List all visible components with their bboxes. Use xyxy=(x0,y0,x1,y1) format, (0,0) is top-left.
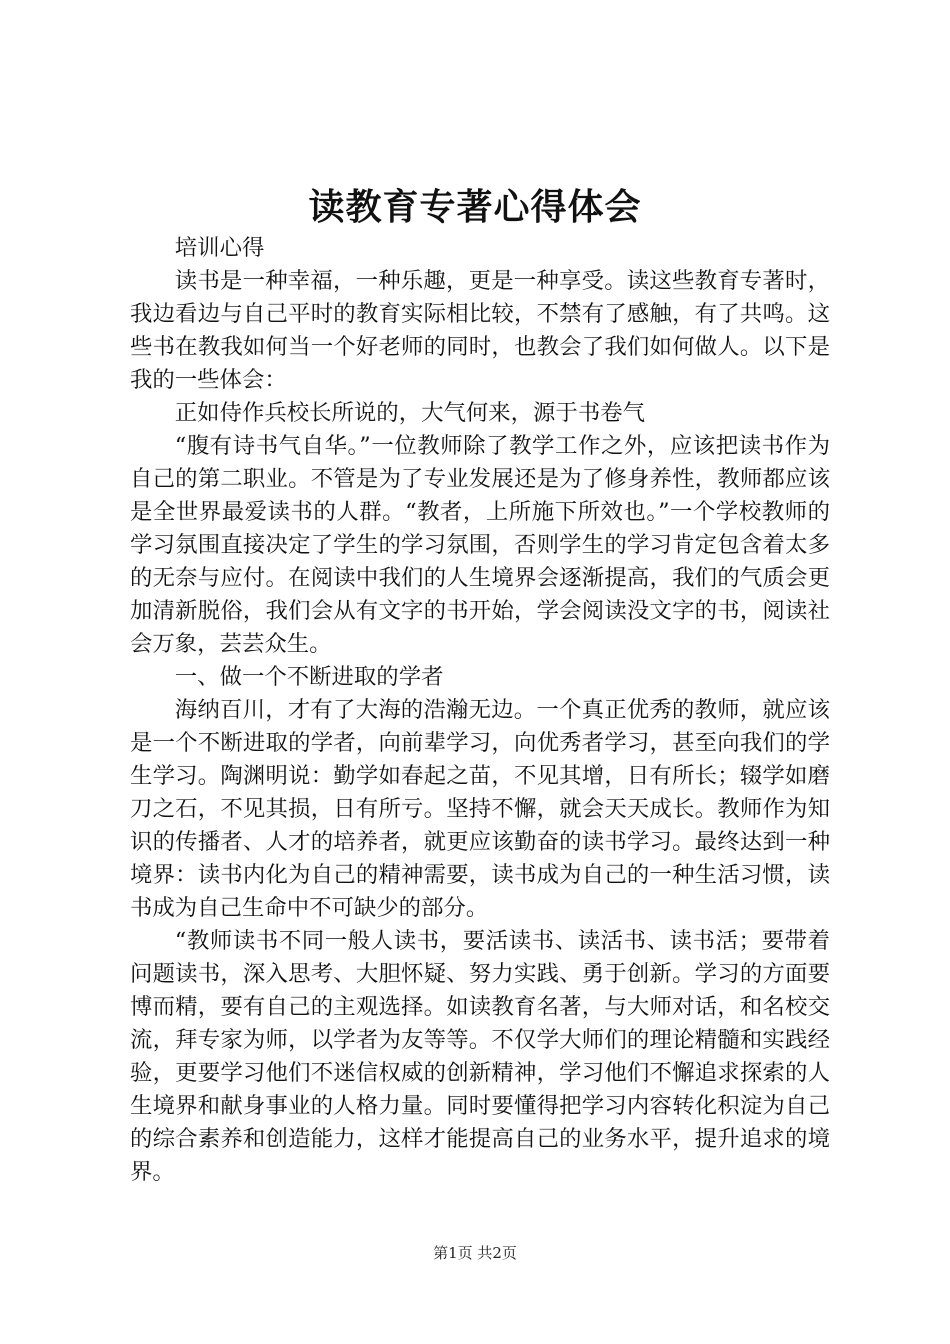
paragraph-heading-training: 培训心得 xyxy=(174,235,265,261)
document-title: 读教育专著心得体会 xyxy=(308,187,642,228)
paragraph-quote-principal: 正如侍作兵校长所说的，大气何来，源于书卷气 xyxy=(174,400,645,426)
paragraph-teacher-reading: “教师读书不同一般人读书，要活读书、读活书、读书活；要带着问题读书，深入思考、大胆怀疑、努力实践、勇于创新。学习的方面要博而精，要有自己的主观选择。如读教育名著，与大师对话，和名校交流，拜专家为师，以学者为友等等。不仅学大师们的理论精髓和实践经验，更要学习他们不迷信权威的创新精神，学习他们不懈追求探索的人生境界和献身事业的人格力量。同时要懂得把学习内容转化积淀为自己的综合素养和创造能力，这样才能提高自己的业务水平，提升追求的境界。 xyxy=(130,928,830,1185)
document-body xyxy=(130,232,830,1189)
page-number-footer: 第1页 共2页 xyxy=(433,1244,517,1262)
paragraph-reading-teachers: “腹有诗书气自华。”一位教师除了教学工作之外，应该把读书作为自己的第二职业。不管是为了专业发展还是为了修身养性，教师都应该是全世界最爱读书的人群。“教者，上所施下所效也。”一个学校教师的学习氛围直接决定了学生的学习氛围，否则学生的学习肯定包含着太多的无奈与应付。在阅读中我们的人生境界会逐渐提高，我们的气质会更加清新脱俗，我们会从有文字的书开始，学会阅读没文字的书，阅读社会万象，芸芸众生。 xyxy=(130,433,830,657)
section-heading-1: 一、做一个不断进取的学者 xyxy=(174,664,444,690)
paragraph-intro: 读书是一种幸福，一种乐趣，更是一种享受。读这些教育专著时，我边看边与自己平时的教育实际相比较，不禁有了感触，有了共鸣。这些书在教我如何当一个好老师的同时，也教会了我们如何做人。以下是我的一些体会： xyxy=(130,268,830,393)
paragraph-continuous-learner: 海纳百川，才有了大海的浩瀚无边。一个真正优秀的教师，就应该是一个不断进取的学者，向前辈学习，向优秀者学习，甚至向我们的学生学习。陶渊明说：勤学如春起之苗，不见其增，日有所长；辍学如磨刀之石，不见其损，日有所亏。坚持不懈，就会天天成长。教师作为知识的传播者、人才的培养者，就更应该勤奋的读书学习。最终达到一种境界：读书内化为自己的精神需要，读书成为自己的一种生活习惯，读书成为自己生命中不可缺少的部分。 xyxy=(130,697,830,921)
